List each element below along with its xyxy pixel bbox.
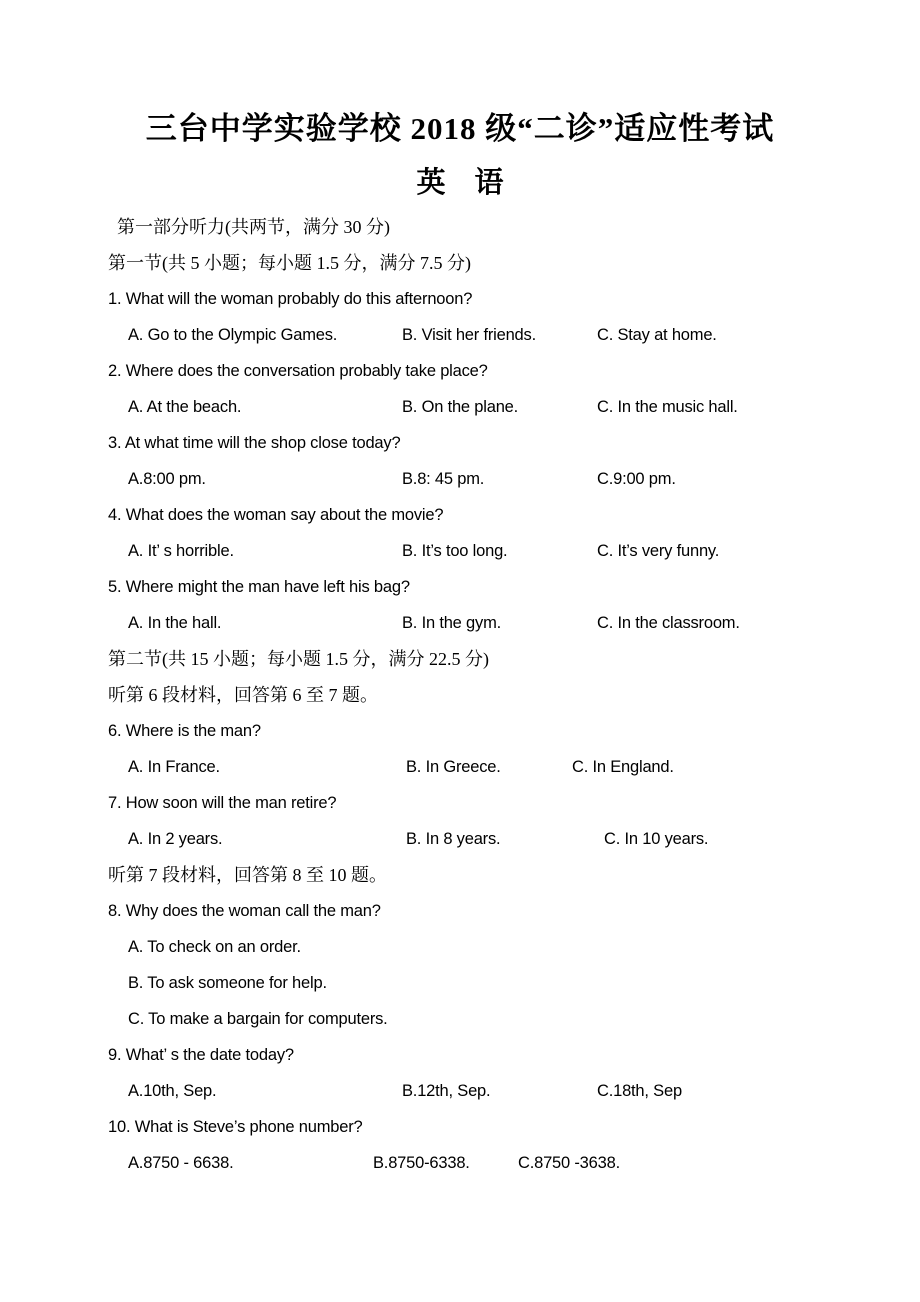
question-9-option-a: A.10th, Sep. xyxy=(128,1082,217,1100)
question-3-text: 3. At what time will the shop close today? xyxy=(108,434,401,452)
question-3-option-b: B.8: 45 pm. xyxy=(402,470,485,488)
question-3-option-c: C.9:00 pm. xyxy=(597,470,676,488)
question-5-option-c: C. In the classroom. xyxy=(597,614,740,632)
question-5-option-b: B. In the gym. xyxy=(402,614,501,632)
question-4-text: 4. What does the woman say about the movie? xyxy=(108,506,444,524)
question-6-option-b: B. In Greece. xyxy=(406,758,501,776)
question-6-text: 6. Where is the man? xyxy=(108,722,261,740)
question-2-options xyxy=(108,389,890,425)
question-6-option-c: C. In England. xyxy=(572,758,674,776)
question-2-option-b: B. On the plane. xyxy=(402,398,519,416)
question-1-option-a: A. Go to the Olympic Games. xyxy=(128,326,338,344)
section1-heading: 第一节(共 5 小题；每小题 1.5 分，满分 7.5 分) xyxy=(108,253,471,273)
exam-subject: 英 语 xyxy=(416,167,504,199)
question-8-option-row-a xyxy=(108,929,890,965)
question-5-options xyxy=(108,605,890,641)
exam-title: 三台中学实验学校 2018 级“二诊”适应性考试 xyxy=(145,111,775,146)
question-9-option-b: B.12th, Sep. xyxy=(402,1082,491,1100)
question-8-option-c: C. To make a bargain for computers. xyxy=(128,1010,388,1028)
question-2-option-c: C. In the music hall. xyxy=(597,398,738,416)
question-5-text: 5. Where might the man have left his bag? xyxy=(108,578,410,596)
question-9-options xyxy=(108,1073,890,1109)
material-6-instruction: 听第 6 段材料，回答第 6 至 7 题。 xyxy=(108,685,378,705)
question-9-text: 9. What’ s the date today? xyxy=(108,1046,294,1064)
question-7-option-b: B. In 8 years. xyxy=(406,830,501,848)
question-1-options xyxy=(108,317,890,353)
question-7-text: 7. How soon will the man retire? xyxy=(108,794,337,812)
question-6-option-a: A. In France. xyxy=(128,758,220,776)
question-1-option-b: B. Visit her friends. xyxy=(402,326,536,344)
question-9-option-c: C.18th, Sep xyxy=(597,1082,682,1100)
question-4-option-c: C. It’s very funny. xyxy=(597,542,720,560)
question-5-option-a: A. In the hall. xyxy=(128,614,222,632)
part1-heading: 第一部分听力(共两节，满分 30 分) xyxy=(117,217,390,237)
question-8-option-row-c xyxy=(108,1001,890,1037)
question-7-option-c: C. In 10 years. xyxy=(604,830,709,848)
section2-heading: 第二节(共 15 小题；每小题 1.5 分，满分 22.5 分) xyxy=(108,649,489,669)
question-4-options xyxy=(108,533,890,569)
question-1-option-c: C. Stay at home. xyxy=(597,326,717,344)
material-7-instruction: 听第 7 段材料，回答第 8 至 10 题。 xyxy=(108,865,387,885)
question-4-option-b: B. It’s too long. xyxy=(402,542,508,560)
question-10-option-a: A.8750 - 6638. xyxy=(128,1154,234,1172)
question-7-option-a: A. In 2 years. xyxy=(128,830,223,848)
exam-body xyxy=(108,209,890,1181)
question-6-options xyxy=(108,749,890,785)
question-2-option-a: A. At the beach. xyxy=(128,398,242,416)
question-8-option-row-b xyxy=(108,965,890,1001)
question-10-text: 10. What is Steve’s phone number? xyxy=(108,1118,363,1136)
question-7-options xyxy=(108,821,890,857)
question-2-text: 2. Where does the conversation probably take place? xyxy=(108,362,488,380)
question-10-option-c: C.8750 -3638. xyxy=(518,1154,620,1172)
question-8-option-b: B. To ask someone for help. xyxy=(128,974,327,992)
question-4-option-a: A. It’ s horrible. xyxy=(128,542,234,560)
question-8-option-a: A. To check on an order. xyxy=(128,938,301,956)
question-10-options xyxy=(108,1145,890,1181)
question-1-text: 1. What will the woman probably do this afternoon? xyxy=(108,290,473,308)
question-10-option-b: B.8750-6338. xyxy=(373,1154,470,1172)
question-8-text: 8. Why does the woman call the man? xyxy=(108,902,381,920)
question-3-options xyxy=(108,461,890,497)
question-3-option-a: A.8:00 pm. xyxy=(128,470,206,488)
